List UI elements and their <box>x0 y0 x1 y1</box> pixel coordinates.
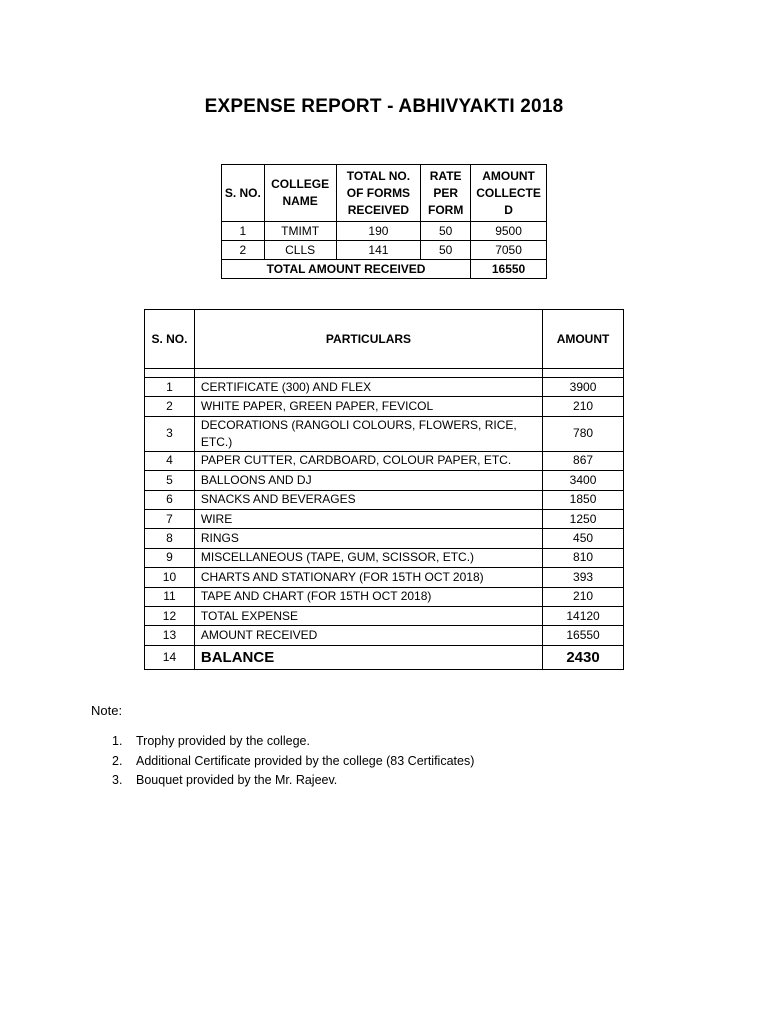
list-item <box>112 752 474 772</box>
cell-rate: 50 <box>421 241 471 260</box>
cell-particular: AMOUNT RECEIVED <box>194 626 542 645</box>
note-label: Note: <box>91 703 123 718</box>
cell-sno: 14 <box>145 645 195 669</box>
cell-particular: TAPE AND CHART (FOR 15TH OCT 2018) <box>194 587 542 606</box>
cell-sno: 9 <box>145 548 195 567</box>
header-total-forms: TOTAL NO. OF FORMS RECEIVED <box>336 165 421 222</box>
header-sno: S. NO. <box>222 165 265 222</box>
table-row <box>145 529 624 548</box>
note-number: 2. <box>112 753 123 768</box>
table-row <box>145 397 624 416</box>
cell-sno: 6 <box>145 490 195 509</box>
total-amount-value: 16550 <box>471 260 547 279</box>
note-text: Additional Certificate provided by the college (83 Certificates) <box>136 753 475 768</box>
total-amount-label: TOTAL AMOUNT RECEIVED <box>222 260 471 279</box>
cell-sno: 12 <box>145 606 195 625</box>
cell-amount: 1850 <box>543 490 624 509</box>
cell-sno: 2 <box>222 241 265 260</box>
table-row <box>222 241 547 260</box>
cell-particular: WHITE PAPER, GREEN PAPER, FEVICOL <box>194 397 542 416</box>
header-amount: AMOUNT <box>543 310 624 369</box>
cell-amount: 14120 <box>543 606 624 625</box>
table-row <box>145 471 624 490</box>
table-header-row <box>222 165 547 222</box>
cell-amount: 450 <box>543 529 624 548</box>
cell-sno: 1 <box>145 378 195 397</box>
table-row <box>222 222 547 241</box>
cell-amount: 867 <box>543 451 624 470</box>
note-list <box>112 732 474 791</box>
header-sno: S. NO. <box>145 310 195 369</box>
list-item <box>112 771 474 791</box>
cell-amount: 810 <box>543 548 624 567</box>
cell-sno: 5 <box>145 471 195 490</box>
cell-amount: 7050 <box>471 241 547 260</box>
cell-sno: 13 <box>145 626 195 645</box>
cell-amount: 3400 <box>543 471 624 490</box>
cell-sno: 11 <box>145 587 195 606</box>
table-row <box>145 626 624 645</box>
note-text: Bouquet provided by the Mr. Rajeev. <box>136 773 338 787</box>
cell-amount: 393 <box>543 568 624 587</box>
cell-particular: CERTIFICATE (300) AND FLEX <box>194 378 542 397</box>
table-row <box>145 548 624 567</box>
cell-sno: 8 <box>145 529 195 548</box>
cell-sno: 10 <box>145 568 195 587</box>
table-row <box>145 451 624 470</box>
cell-particular: PAPER CUTTER, CARDBOARD, COLOUR PAPER, ETC. <box>194 451 542 470</box>
cell-particular: SNACKS AND BEVERAGES <box>194 490 542 509</box>
cell-particular: WIRE <box>194 509 542 528</box>
cell-sno: 1 <box>222 222 265 241</box>
header-particulars: PARTICULARS <box>194 310 542 369</box>
cell-sno: 3 <box>145 416 195 451</box>
cell-college: CLLS <box>264 241 336 260</box>
spacer-row <box>145 369 624 378</box>
balance-value: 2430 <box>543 645 624 669</box>
cell-forms: 141 <box>336 241 421 260</box>
cell-amount: 16550 <box>543 626 624 645</box>
expense-table <box>144 309 624 670</box>
cell-particular: MISCELLANEOUS (TAPE, GUM, SCISSOR, ETC.) <box>194 548 542 567</box>
table-row <box>145 568 624 587</box>
table-row <box>145 606 624 625</box>
cell-amount: 780 <box>543 416 624 451</box>
header-rate-per-form: RATE PER FORM <box>421 165 471 222</box>
balance-row <box>145 645 624 669</box>
cell-amount: 3900 <box>543 378 624 397</box>
table-header-row <box>145 310 624 369</box>
cell-amount: 210 <box>543 587 624 606</box>
table-row <box>145 378 624 397</box>
cell-particular: RINGS <box>194 529 542 548</box>
cell-particular: BALLOONS AND DJ <box>194 471 542 490</box>
cell-particular: DECORATIONS (RANGOLI COLOURS, FLOWERS, RICE, ETC.) <box>194 416 542 451</box>
cell-college: TMIMT <box>264 222 336 241</box>
cell-amount: 1250 <box>543 509 624 528</box>
page-title: EXPENSE REPORT - ABHIVYAKTI 2018 <box>204 96 564 117</box>
cell-amount: 210 <box>543 397 624 416</box>
table-row <box>145 509 624 528</box>
table-row <box>145 416 624 451</box>
cell-forms: 190 <box>336 222 421 241</box>
list-item <box>112 732 474 752</box>
cell-rate: 50 <box>421 222 471 241</box>
cell-amount: 9500 <box>471 222 547 241</box>
note-text: Trophy provided by the college. <box>136 734 310 748</box>
cell-sno: 2 <box>145 397 195 416</box>
table-row <box>145 587 624 606</box>
cell-particular: TOTAL EXPENSE <box>194 606 542 625</box>
balance-label: BALANCE <box>194 645 542 669</box>
cell-particular: CHARTS AND STATIONARY (FOR 15TH OCT 2018) <box>194 568 542 587</box>
cell-sno: 4 <box>145 451 195 470</box>
table-row <box>145 490 624 509</box>
header-amount-collected: AMOUNT COLLECTE D <box>471 165 547 222</box>
header-college-name: COLLEGE NAME <box>264 165 336 222</box>
note-number: 3. <box>112 773 123 787</box>
cell-sno: 7 <box>145 509 195 528</box>
total-row <box>222 260 547 279</box>
forms-received-table <box>221 164 547 279</box>
note-number: 1. <box>112 734 123 748</box>
